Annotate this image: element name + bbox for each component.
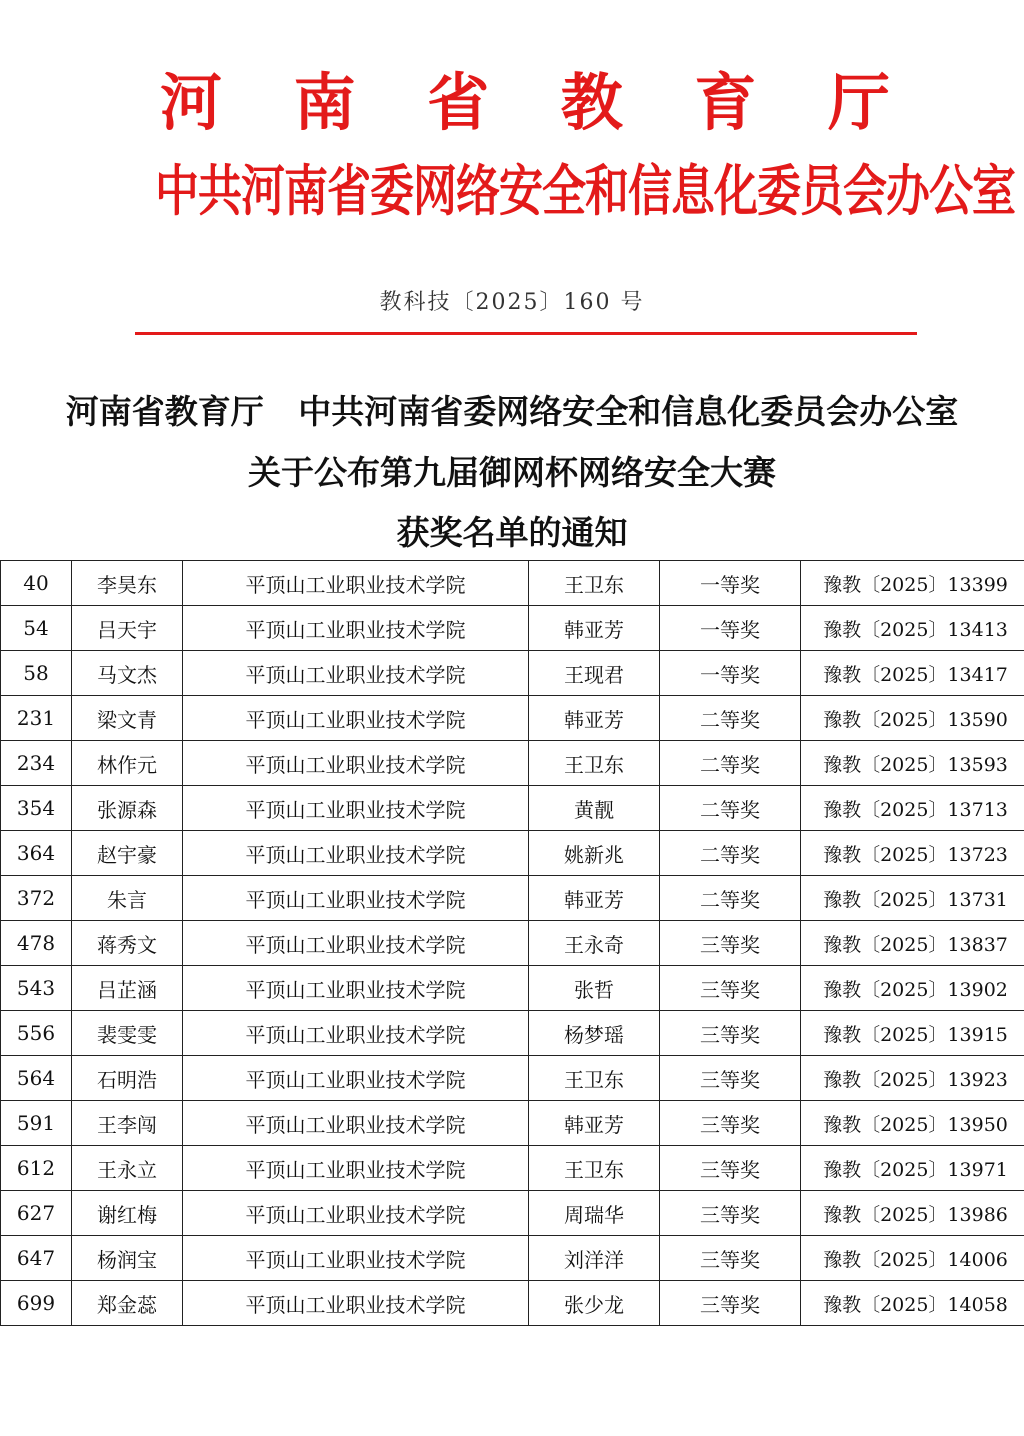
cell-student-name: 王李闯 xyxy=(72,1101,183,1146)
cell-number: 372 xyxy=(1,876,72,921)
cell-award: 三等奖 xyxy=(660,1056,801,1101)
cell-number: 58 xyxy=(1,651,72,696)
cell-certificate-number: 豫教〔2025〕14058 xyxy=(801,1281,1024,1326)
cell-advisor: 王卫东 xyxy=(529,561,660,606)
cell-advisor: 王卫东 xyxy=(529,741,660,786)
cell-student-name: 朱言 xyxy=(72,876,183,921)
agency-char: 育 xyxy=(694,66,757,139)
cell-number: 627 xyxy=(1,1191,72,1236)
cell-student-name: 吕芷涵 xyxy=(72,966,183,1011)
cell-award: 三等奖 xyxy=(660,1191,801,1236)
cell-number: 231 xyxy=(1,696,72,741)
table-row xyxy=(1,876,1024,921)
agency-name-cyberspace-office: 中共河南省委网络安全和信息化委员会办公室 xyxy=(155,160,1015,224)
cell-school: 平顶山工业职业技术学院 xyxy=(183,561,529,606)
cell-school: 平顶山工业职业技术学院 xyxy=(183,1281,529,1326)
document-number: 教科技〔2025〕160 号 xyxy=(379,290,645,315)
cell-school: 平顶山工业职业技术学院 xyxy=(183,1056,529,1101)
cell-school: 平顶山工业职业技术学院 xyxy=(183,696,529,741)
cell-school: 平顶山工业职业技术学院 xyxy=(183,1101,529,1146)
cell-student-name: 蒋秀文 xyxy=(72,921,183,966)
cell-school: 平顶山工业职业技术学院 xyxy=(183,921,529,966)
cell-school: 平顶山工业职业技术学院 xyxy=(183,966,529,1011)
agency-char: 省 xyxy=(427,66,490,139)
notice-title-line-3: 获奖名单的通知 xyxy=(396,513,628,552)
cell-certificate-number: 豫教〔2025〕13731 xyxy=(801,876,1024,921)
cell-student-name: 谢红梅 xyxy=(72,1191,183,1236)
notice-title-line-1: 河南省教育厅 中共河南省委网络安全和信息化委员会办公室 xyxy=(65,392,959,431)
cell-student-name: 李昊东 xyxy=(72,561,183,606)
table-row xyxy=(1,606,1024,651)
cell-award: 一等奖 xyxy=(660,561,801,606)
table-row xyxy=(1,1236,1024,1281)
cell-certificate-number: 豫教〔2025〕13837 xyxy=(801,921,1024,966)
cell-award: 二等奖 xyxy=(660,786,801,831)
cell-certificate-number: 豫教〔2025〕13950 xyxy=(801,1101,1024,1146)
cell-advisor: 黄靓 xyxy=(529,786,660,831)
cell-advisor: 韩亚芳 xyxy=(529,696,660,741)
agency-char: 教 xyxy=(560,66,623,139)
cell-award: 一等奖 xyxy=(660,651,801,696)
cell-award: 三等奖 xyxy=(660,1101,801,1146)
table-row xyxy=(1,1011,1024,1056)
cell-advisor: 王卫东 xyxy=(529,1056,660,1101)
cell-certificate-number: 豫教〔2025〕13723 xyxy=(801,831,1024,876)
red-divider-line xyxy=(135,332,917,335)
table-row xyxy=(1,1191,1024,1236)
cell-number: 612 xyxy=(1,1146,72,1191)
cell-advisor: 姚新兆 xyxy=(529,831,660,876)
cell-number: 647 xyxy=(1,1236,72,1281)
cell-student-name: 王永立 xyxy=(72,1146,183,1191)
cell-award: 二等奖 xyxy=(660,741,801,786)
table-row xyxy=(1,741,1024,786)
cell-school: 平顶山工业职业技术学院 xyxy=(183,786,529,831)
table-row xyxy=(1,786,1024,831)
table-row xyxy=(1,1281,1024,1326)
table-row xyxy=(1,1056,1024,1101)
cell-certificate-number: 豫教〔2025〕13986 xyxy=(801,1191,1024,1236)
agency-char: 河 xyxy=(160,66,223,139)
cell-certificate-number: 豫教〔2025〕13593 xyxy=(801,741,1024,786)
cell-student-name: 郑金蕊 xyxy=(72,1281,183,1326)
cell-student-name: 梁文青 xyxy=(72,696,183,741)
cell-school: 平顶山工业职业技术学院 xyxy=(183,1236,529,1281)
cell-advisor: 韩亚芳 xyxy=(529,606,660,651)
cell-number: 54 xyxy=(1,606,72,651)
cell-certificate-number: 豫教〔2025〕13399 xyxy=(801,561,1024,606)
cell-advisor: 韩亚芳 xyxy=(529,876,660,921)
agency-name-education-department xyxy=(160,66,890,139)
cell-school: 平顶山工业职业技术学院 xyxy=(183,651,529,696)
cell-certificate-number: 豫教〔2025〕13590 xyxy=(801,696,1024,741)
cell-advisor: 王现君 xyxy=(529,651,660,696)
table-row xyxy=(1,831,1024,876)
cell-award: 三等奖 xyxy=(660,1011,801,1056)
cell-number: 478 xyxy=(1,921,72,966)
table-row xyxy=(1,651,1024,696)
cell-number: 699 xyxy=(1,1281,72,1326)
cell-student-name: 林作元 xyxy=(72,741,183,786)
cell-number: 354 xyxy=(1,786,72,831)
cell-advisor: 张少龙 xyxy=(529,1281,660,1326)
cell-certificate-number: 豫教〔2025〕13971 xyxy=(801,1146,1024,1191)
cell-award: 二等奖 xyxy=(660,696,801,741)
page-bottom-margin xyxy=(0,1376,1024,1436)
cell-number: 364 xyxy=(1,831,72,876)
cell-certificate-number: 豫教〔2025〕13713 xyxy=(801,786,1024,831)
table-row xyxy=(1,966,1024,1011)
agency-char: 南 xyxy=(293,66,356,139)
cell-award: 三等奖 xyxy=(660,1281,801,1326)
cell-number: 234 xyxy=(1,741,72,786)
table-row xyxy=(1,1146,1024,1191)
cell-award: 三等奖 xyxy=(660,1146,801,1191)
cell-award: 二等奖 xyxy=(660,876,801,921)
table-row xyxy=(1,561,1024,606)
cell-number: 556 xyxy=(1,1011,72,1056)
cell-certificate-number: 豫教〔2025〕13413 xyxy=(801,606,1024,651)
cell-school: 平顶山工业职业技术学院 xyxy=(183,876,529,921)
cell-student-name: 吕天宇 xyxy=(72,606,183,651)
cell-school: 平顶山工业职业技术学院 xyxy=(183,1146,529,1191)
cell-award: 三等奖 xyxy=(660,1236,801,1281)
cell-certificate-number: 豫教〔2025〕13915 xyxy=(801,1011,1024,1056)
cell-student-name: 裴雯雯 xyxy=(72,1011,183,1056)
cell-school: 平顶山工业职业技术学院 xyxy=(183,606,529,651)
letterhead xyxy=(0,0,1024,552)
award-list-table xyxy=(0,560,1024,1326)
cell-certificate-number: 豫教〔2025〕14006 xyxy=(801,1236,1024,1281)
cell-student-name: 马文杰 xyxy=(72,651,183,696)
cell-number: 591 xyxy=(1,1101,72,1146)
table-row xyxy=(1,1101,1024,1146)
cell-school: 平顶山工业职业技术学院 xyxy=(183,741,529,786)
cell-certificate-number: 豫教〔2025〕13902 xyxy=(801,966,1024,1011)
cell-advisor: 杨梦瑶 xyxy=(529,1011,660,1056)
cell-certificate-number: 豫教〔2025〕13923 xyxy=(801,1056,1024,1101)
cell-student-name: 赵宇豪 xyxy=(72,831,183,876)
cell-advisor: 刘洋洋 xyxy=(529,1236,660,1281)
table-row xyxy=(1,696,1024,741)
agency-char: 厅 xyxy=(827,66,890,139)
cell-number: 40 xyxy=(1,561,72,606)
notice-title-line-2: 关于公布第九届御网杯网络安全大赛 xyxy=(248,453,776,492)
cell-school: 平顶山工业职业技术学院 xyxy=(183,1191,529,1236)
cell-student-name: 张源森 xyxy=(72,786,183,831)
table-row xyxy=(1,921,1024,966)
cell-advisor: 张哲 xyxy=(529,966,660,1011)
cell-advisor: 韩亚芳 xyxy=(529,1101,660,1146)
cell-student-name: 杨润宝 xyxy=(72,1236,183,1281)
cell-advisor: 王永奇 xyxy=(529,921,660,966)
cell-award: 一等奖 xyxy=(660,606,801,651)
cell-school: 平顶山工业职业技术学院 xyxy=(183,1011,529,1056)
cell-number: 564 xyxy=(1,1056,72,1101)
cell-certificate-number: 豫教〔2025〕13417 xyxy=(801,651,1024,696)
cell-advisor: 王卫东 xyxy=(529,1146,660,1191)
cell-number: 543 xyxy=(1,966,72,1011)
cell-school: 平顶山工业职业技术学院 xyxy=(183,831,529,876)
cell-advisor: 周瑞华 xyxy=(529,1191,660,1236)
cell-award: 三等奖 xyxy=(660,966,801,1011)
cell-student-name: 石明浩 xyxy=(72,1056,183,1101)
cell-award: 三等奖 xyxy=(660,921,801,966)
cell-award: 二等奖 xyxy=(660,831,801,876)
